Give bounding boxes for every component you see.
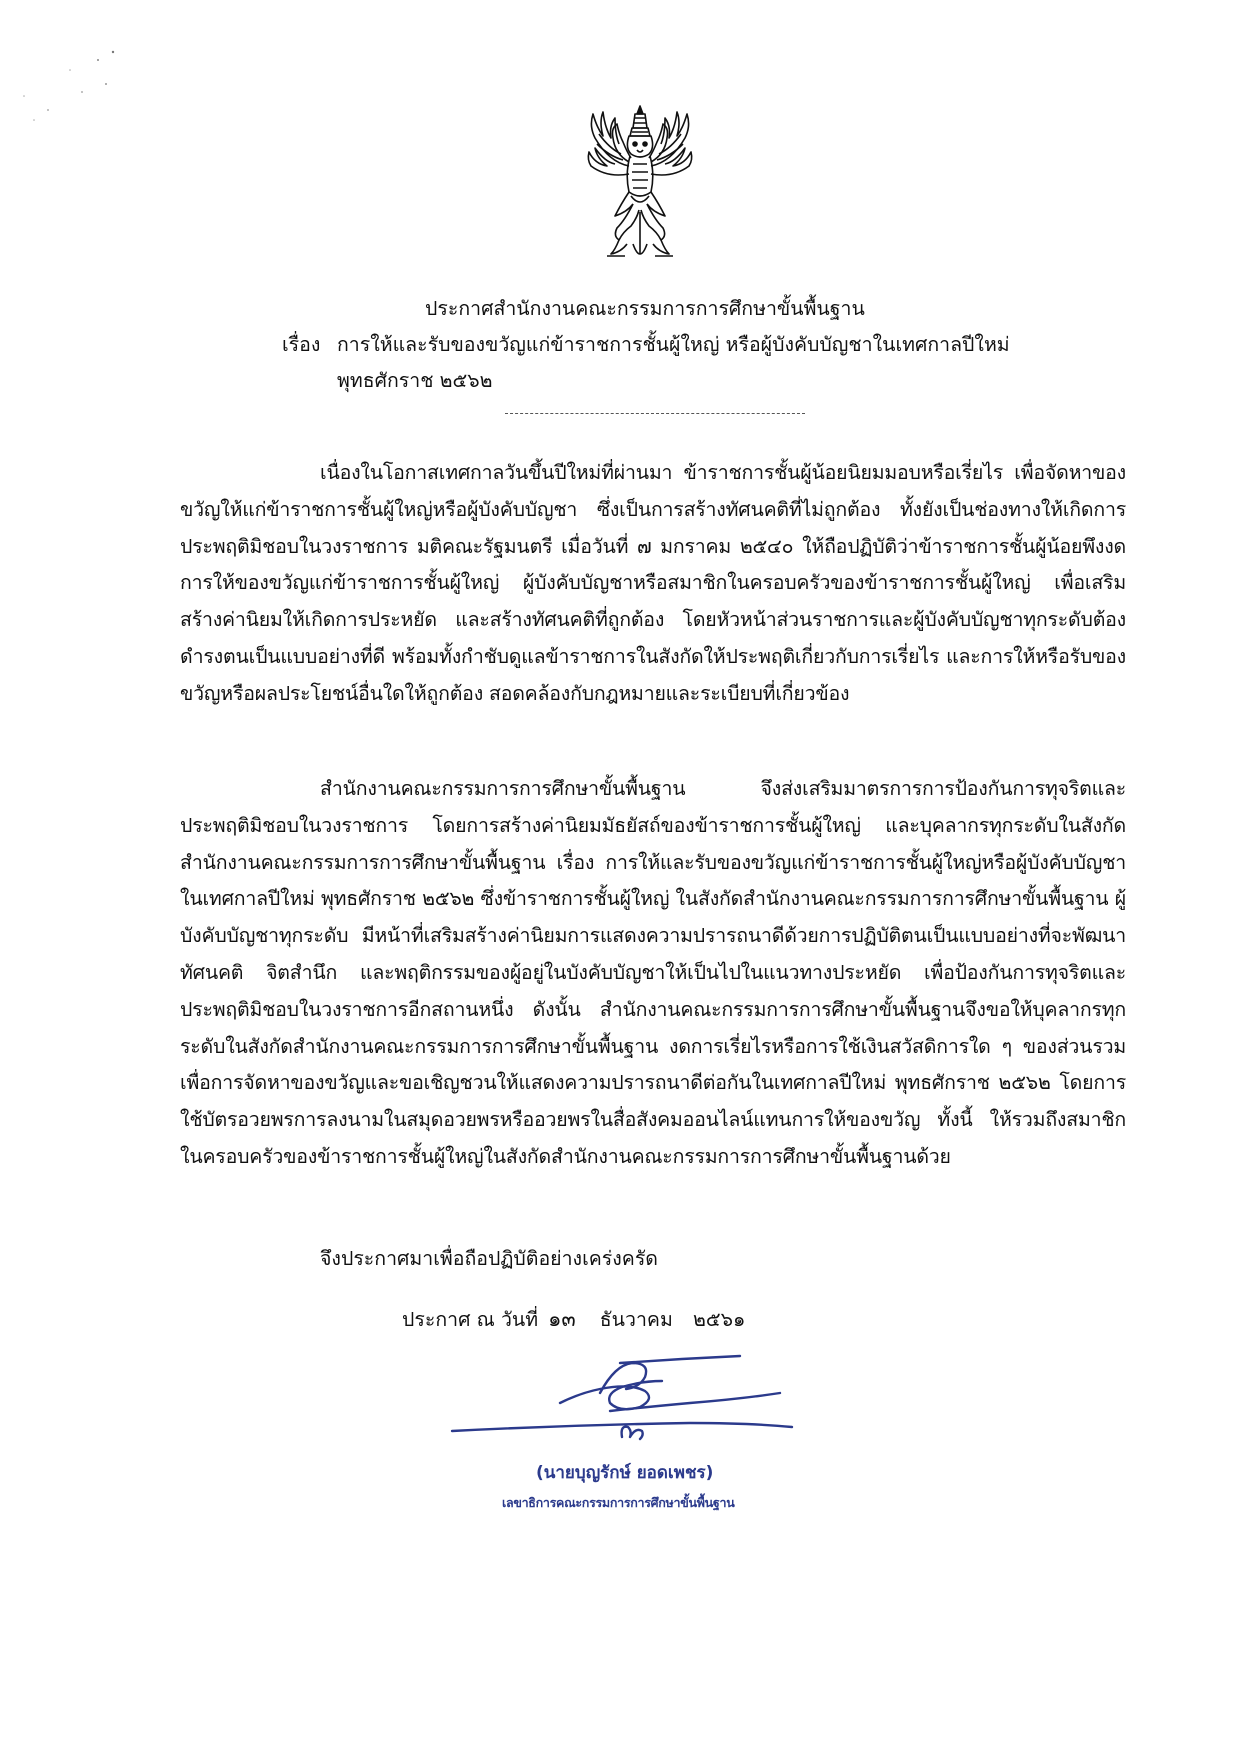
signatory-name: (นายบุญรักษ์ ยอดเพชร) xyxy=(536,1463,714,1483)
date-prefix: ประกาศ ณ วันที่ xyxy=(402,1308,539,1331)
date-month: ธันวาคม xyxy=(599,1308,673,1331)
subject-year: พุทธศักราช ๒๕๖๒ xyxy=(337,369,493,392)
announcement-title: ประกาศสำนักงานคณะกรรมการการศึกษาขั้นพื้นฐาน xyxy=(425,297,865,320)
paragraph-1: เนื่องในโอกาสเทศกาลวันขึ้นปีใหม่ที่ผ่านมา ข้าราชการชั้นผู้น้อยนิยมมอบหรือเรี่ยไร เพื่อจัดหาของขวัญให้แก่ข้าราชการชั้นผู้ใหญ่หรือผู้บังคับบัญชา ซึ่งเป็นการสร้างทัศนคติที่ไม่ถูกต้อง ทั้งยังเป็นช่องทางให้เกิดการประพฤติมิชอบในวงราชการ มติคณะรัฐมนตรี เมื่อวันที่ ๗ มกราคม ๒๕๔๐ ให้ถือปฏิบัติว่าข้าราชการชั้นผู้น้อยพึงงดการให้ของขวัญแก่ข้าราชการชั้นผู้ใหญ่ ผู้บังคับบัญชาหรือสมาชิกในครอบครัวของข้าราชการชั้นผู้ใหญ่ เพื่อเสริมสร้างค่านิยมให้เกิดการประหยัด และสร้างทัศนคติที่ถูกต้อง โดยหัวหน้าส่วนราชการและผู้บังคับบัญชาทุกระดับต้องดำรงตนเป็นแบบอย่างที่ดี พร้อมทั้งกำชับดูแลข้าราชการในสังกัดให้ประพฤติเกี่ยวกับการเรี่ยไร และการให้หรือรับของขวัญหรือผลประโยชน์อื่นใดให้ถูกต้อง สอดคล้องกับกฎหมายและระเบียบที่เกี่ยวข้อง xyxy=(180,461,1126,705)
separator-line xyxy=(505,413,805,414)
signatory-title: เลขาธิการคณะกรรมการการศึกษาขั้นพื้นฐาน xyxy=(502,1495,735,1510)
subject-label: เรื่อง xyxy=(282,333,321,356)
scan-specks xyxy=(10,40,130,130)
date-year: ๒๕๖๑ xyxy=(693,1308,746,1331)
garuda-emblem xyxy=(585,104,695,266)
paragraph-2: สำนักงานคณะกรรมการการศึกษาขั้นพื้นฐาน จึงส่งเสริมมาตรการการป้องกันการทุจริตและประพฤติมิชอบในวงราชการ โดยการสร้างค่านิยมมัธยัสถ์ของข้าราชการชั้นผู้ใหญ่ และบุคลากรทุกระดับในสังกัดสำนักงานคณะกรรมการการศึกษาขั้นพื้นฐาน เรื่อง การให้และรับของขวัญแก่ข้าราชการชั้นผู้ใหญ่หรือผู้บังคับบัญชาในเทศกาลปีใหม่ พุทธศักราช ๒๕๖๒ ซึ่งข้าราชการชั้นผู้ใหญ่ ในสังกัดสำนักงานคณะกรรมการการศึกษาขั้นพื้นฐาน ผู้บังคับบัญชาทุกระดับ มีหน้าที่เสริมสร้างค่านิยมการแสดงความปรารถนาดีด้วยการปฏิบัติตนเป็นแบบอย่างที่จะพัฒนาทัศนคติ จิตสำนึก และพฤติกรรมของผู้อยู่ในบังคับบัญชาให้เป็นไปในแนวทางประหยัด เพื่อป้องกันการทุจริตและประพฤติมิชอบในวงราชการอีกสถานหนึ่ง ดังนั้น สำนักงานคณะกรรมการการศึกษาขั้นพื้นฐานจึงขอให้บุคลากรทุกระดับในสังกัดสำนักงานคณะกรรมการการศึกษาขั้นพื้นฐาน งดการเรี่ยไรหรือการใช้เงินสวัสดิการใด ๆ ของส่วนรวม เพื่อการจัดหาของขวัญและขอเชิญชวนให้แสดงความปรารถนาดีต่อกันในเทศกาลปีใหม่ พุทธศักราช ๒๕๖๒ โดยการใช้บัตรอวยพรการลงนามในสมุดอวยพรหรืออวยพรในสื่อสังคมออนไลน์แทนการให้ของขวัญ ทั้งนี้ ให้รวมถึงสมาชิกในครอบครัวของข้าราชการชั้นผู้ใหญ่ในสังกัดสำนักงานคณะกรรมการการศึกษาขั้นพื้นฐานด้วย xyxy=(180,777,1126,1168)
closing-statement: จึงประกาศมาเพื่อถือปฏิบัติอย่างเคร่งครัด xyxy=(320,1247,658,1270)
handwritten-signature xyxy=(450,1353,795,1443)
date-day: ๑๓ xyxy=(548,1307,576,1331)
announcement-date xyxy=(402,1303,745,1336)
subject-text: การให้และรับของขวัญแก่ข้าราชการชั้นผู้ใหญ่ หรือผู้บังคับบัญชาในเทศกาลปีใหม่ xyxy=(337,333,1010,356)
